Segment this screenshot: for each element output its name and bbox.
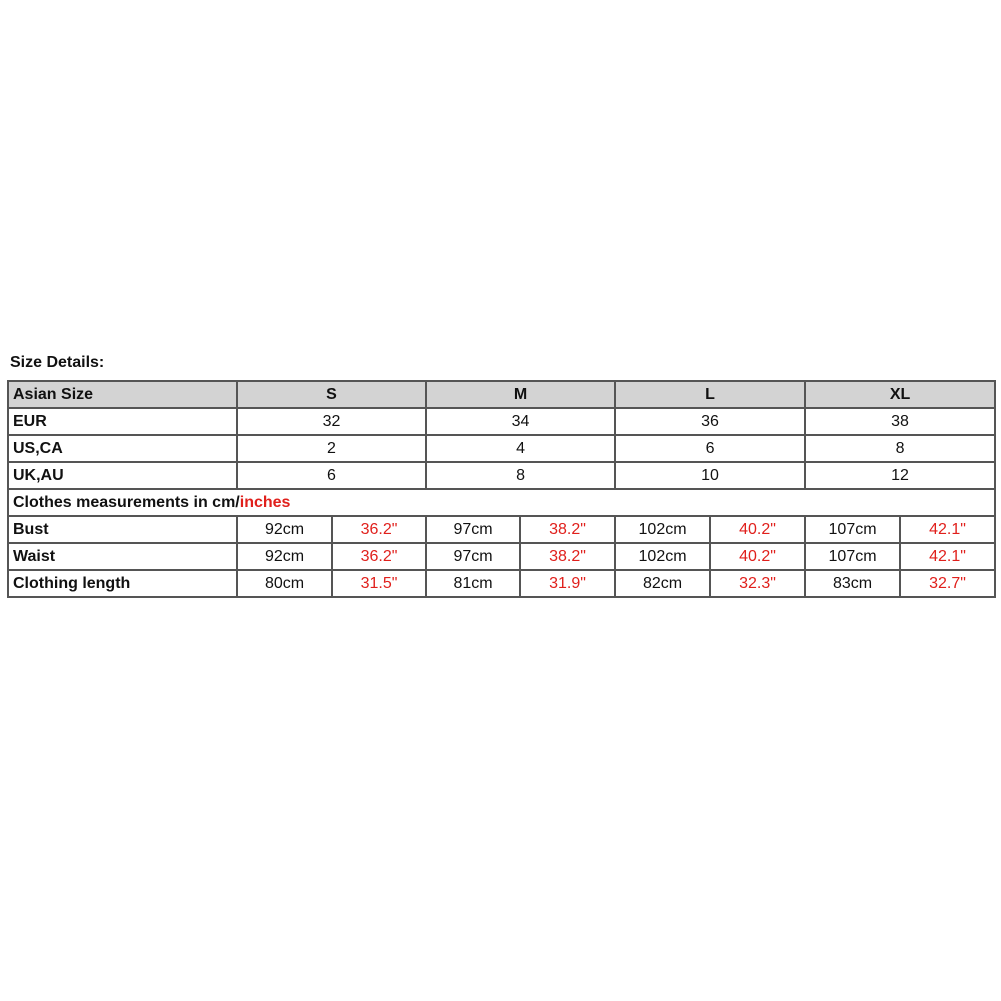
cm-cell: 82cm: [615, 570, 710, 597]
cm-cell: 102cm: [615, 516, 710, 543]
inch-cell: 32.3": [710, 570, 805, 597]
row-label: US,CA: [8, 435, 237, 462]
header-size-s: S: [237, 381, 426, 408]
header-size-l: L: [615, 381, 805, 408]
table-cell: 12: [805, 462, 995, 489]
cm-cell: 83cm: [805, 570, 900, 597]
table-cell: 8: [805, 435, 995, 462]
table-row: [8, 408, 995, 435]
table-header-row: [8, 381, 995, 408]
size-chart-table: [7, 380, 996, 598]
cm-cell: 80cm: [237, 570, 332, 597]
table-cell: 34: [426, 408, 615, 435]
table-row: [8, 543, 995, 570]
inch-cell: 42.1": [900, 543, 995, 570]
table-cell: 4: [426, 435, 615, 462]
row-label: Clothing length: [8, 570, 237, 597]
section-row: [8, 489, 995, 516]
section-heading-inches: inches: [239, 493, 291, 511]
cm-cell: 97cm: [426, 516, 520, 543]
table-row: [8, 462, 995, 489]
table-row: [8, 435, 995, 462]
inch-cell: 40.2": [710, 516, 805, 543]
table-cell: 6: [237, 462, 426, 489]
header-size-xl: XL: [805, 381, 995, 408]
cm-cell: 97cm: [426, 543, 520, 570]
table-cell: 32: [237, 408, 426, 435]
cm-cell: 107cm: [805, 543, 900, 570]
row-label: UK,AU: [8, 462, 237, 489]
table-cell: 36: [615, 408, 805, 435]
cm-cell: 102cm: [615, 543, 710, 570]
table-cell: 38: [805, 408, 995, 435]
inch-cell: 40.2": [710, 543, 805, 570]
table-cell: 8: [426, 462, 615, 489]
table-row: [8, 570, 995, 597]
inch-cell: 32.7": [900, 570, 995, 597]
section-heading-prefix: Clothes measurements in cm/: [13, 493, 240, 511]
row-label: EUR: [8, 408, 237, 435]
inch-cell: 42.1": [900, 516, 995, 543]
section-heading: [8, 489, 995, 516]
inch-cell: 36.2": [332, 543, 426, 570]
row-label: Waist: [8, 543, 237, 570]
table-cell: 10: [615, 462, 805, 489]
row-label: Bust: [8, 516, 237, 543]
table-cell: 2: [237, 435, 426, 462]
page-title: Size Details:: [10, 354, 105, 371]
cm-cell: 92cm: [237, 543, 332, 570]
cm-cell: 107cm: [805, 516, 900, 543]
table-cell: 6: [615, 435, 805, 462]
inch-cell: 31.9": [520, 570, 615, 597]
header-label: Asian Size: [8, 381, 237, 408]
cm-cell: 81cm: [426, 570, 520, 597]
inch-cell: 36.2": [332, 516, 426, 543]
inch-cell: 31.5": [332, 570, 426, 597]
cm-cell: 92cm: [237, 516, 332, 543]
header-size-m: M: [426, 381, 615, 408]
inch-cell: 38.2": [520, 543, 615, 570]
table-row: [8, 516, 995, 543]
inch-cell: 38.2": [520, 516, 615, 543]
